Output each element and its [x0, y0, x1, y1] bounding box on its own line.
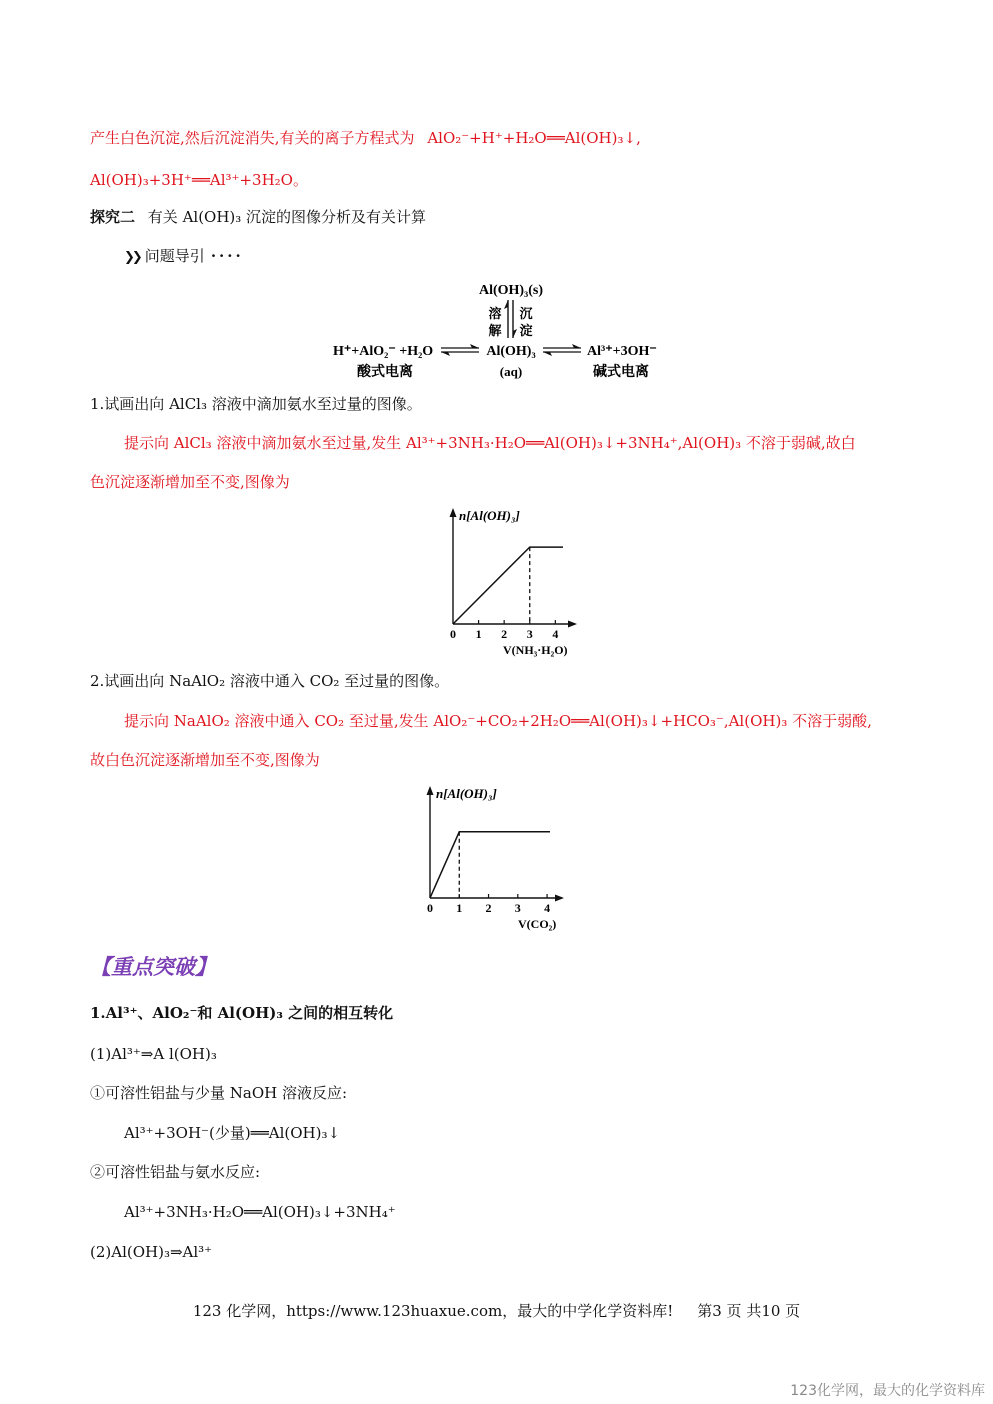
- problem-guide: [124, 246, 954, 268]
- eq-center-state: (aq): [499, 364, 523, 379]
- x-tick-label: 0: [450, 627, 456, 641]
- eq-center-species: Al(OH)₃: [486, 344, 536, 359]
- footer-text: 123 化学网，https://www.123huaxue.com，最大的中学化学资料库!: [192, 1302, 674, 1320]
- x-tick-label: 4: [552, 627, 559, 641]
- eq-right-caption: 碱式电离: [593, 365, 649, 380]
- eq-right-double-arrow: [543, 344, 581, 356]
- x-tick-label: 4: [544, 901, 551, 915]
- eq-right-species: Al³⁺+3OH⁻: [587, 344, 657, 359]
- hint-2-line-2: 故白色沉淀逐渐增加至不变,图像为: [90, 751, 320, 769]
- guide-dots: ····: [210, 247, 244, 265]
- item-1-text: 1.Al³⁺、AlO₂⁻和 Al(OH)₃ 之间的相互转化: [90, 1004, 394, 1022]
- x-tick-label: 1: [475, 627, 482, 641]
- chart-ammonia: [430, 500, 600, 660]
- equilibrium-diagram: [325, 278, 670, 382]
- section-heading: 有关 Al(OH)₃ 沉淀的图像分析及有关计算: [147, 208, 427, 226]
- question-2: 2.试画出向 NaAlO₂ 溶液中通入 CO₂ 至过量的图像。: [90, 672, 450, 690]
- sub-1: (1)Al³⁺⇒A l(OH)₃: [90, 1045, 217, 1063]
- intro-equation-1: AlO₂⁻+H⁺+H₂O══Al(OH)₃↓,: [427, 129, 641, 147]
- y-axis-arrowhead: [427, 786, 434, 795]
- y-axis-label: n[Al(OH)₃]: [459, 508, 520, 523]
- eq-left-caption: 酸式电离: [357, 365, 413, 380]
- double-chevron-icon: ❯❯: [124, 250, 140, 265]
- intro-line-1: [90, 128, 920, 148]
- question-1: 1.试画出向 AlCl₃ 溶液中滴加氨水至过量的图像。: [90, 395, 422, 413]
- y-axis-label: n[Al(OH)₃]: [436, 786, 497, 801]
- x-tick-label: 2: [485, 901, 492, 915]
- eq-dissolve-label: 溶: [488, 306, 502, 321]
- y-axis-arrowhead: [450, 508, 457, 517]
- equation-2: Al³⁺+3NH₃·H₂O══Al(OH)₃↓+3NH₄⁺: [124, 1203, 396, 1221]
- equation-1: Al³⁺+3OH⁻(少量)══Al(OH)₃↓: [124, 1124, 341, 1142]
- section-label: 探究二: [90, 208, 136, 226]
- eq-top-species: Al(OH)₃(s): [478, 283, 544, 298]
- watermark: 123化学网，最大的化学资料库: [790, 1383, 985, 1399]
- intro-text: 产生白色沉淀,然后沉淀消失,有关的离子方程式为: [90, 129, 415, 147]
- hint-1-line-1: 提示向 AlCl₃ 溶液中滴加氨水至过量,发生 Al³⁺+3NH₃·H₂O══Al(OH)₃↓+3NH₄⁺,Al(OH)₃ 不溶于弱碱,故白: [124, 434, 856, 452]
- x-tick-label: 1: [456, 901, 463, 915]
- x-axis-arrowhead: [555, 895, 564, 902]
- breakthrough-item-1: [90, 1003, 920, 1023]
- chart-co2: [410, 780, 580, 938]
- intro-equation-2: Al(OH)₃+3H⁺══Al³⁺+3H₂O。: [90, 171, 308, 189]
- hint-2-line-1: 提示向 NaAlO₂ 溶液中通入 CO₂ 至过量,发生 AlO₂⁻+CO₂+2H₂O══Al(OH)₃↓+HCO₃⁻,Al(OH)₃ 不溶于弱酸,: [124, 712, 872, 730]
- page-footer: [0, 1300, 993, 1321]
- x-tick-label: 3: [526, 627, 533, 641]
- breakthrough-heading: 【重点突破】: [90, 954, 216, 979]
- eq-precipitate-label: 沉: [519, 306, 533, 321]
- data-line: [430, 832, 550, 898]
- x-tick-label: 2: [501, 627, 508, 641]
- sub-2: (2)Al(OH)₃⇒Al³⁺: [90, 1243, 213, 1261]
- data-line: [453, 547, 563, 624]
- section-title: [90, 207, 920, 227]
- eq-dissolve-label-2: 解: [488, 323, 502, 338]
- x-tick-label: 0: [427, 901, 433, 915]
- x-axis-arrowhead: [568, 621, 577, 628]
- eq-precipitate-label-2: 淀: [519, 323, 533, 338]
- eq-left-double-arrow: [441, 344, 479, 356]
- hint-1-line-2: 色沉淀逐渐增加至不变,图像为: [90, 473, 290, 491]
- x-axis-label: V(NH₃·H₂O): [503, 643, 568, 657]
- x-tick-label: 3: [514, 901, 521, 915]
- page-number: 第3 页 共10 页: [697, 1302, 801, 1320]
- x-axis-label: V(CO₂): [518, 917, 557, 931]
- case-2: ②可溶性铝盐与氨水反应:: [90, 1163, 261, 1181]
- guide-label: 问题导引: [144, 247, 205, 265]
- eq-left-species: H⁺+AlO₂⁻ +H₂O: [333, 344, 434, 359]
- case-1: ①可溶性铝盐与少量 NaOH 溶液反应:: [90, 1084, 348, 1102]
